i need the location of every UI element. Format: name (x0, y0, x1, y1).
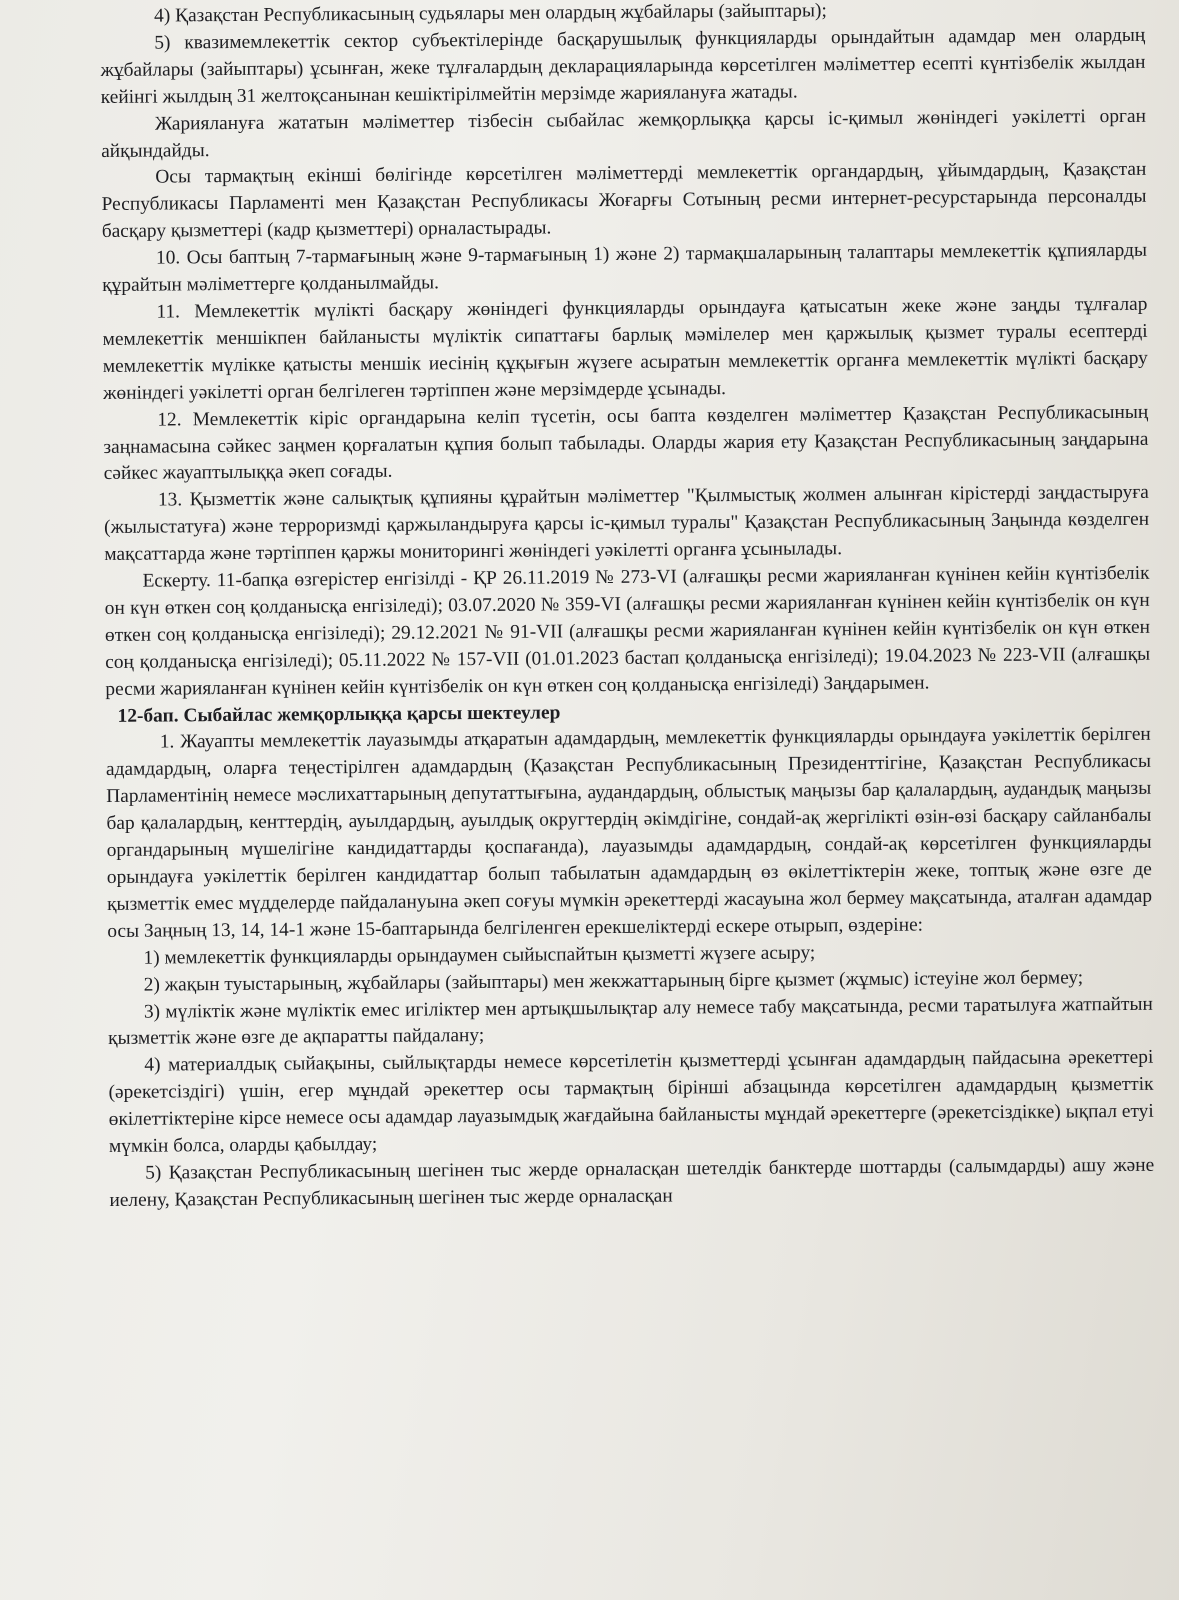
paragraph-13: 13. Қызметтік және салықтық құпияны құрайтын мәліметтер "Қылмыстық жолмен алынған кірістерді заңдастыруға (жылыстатуға) және терроризмді қаржыландыруға қарсы іс-қимыл туралы" Қазақстан Республикасының Заңында көзделген мақсаттарда және тәртіппен қаржы мониторингі жөніндегі уәкілетті органға ұсынылады. (104, 482, 1150, 566)
paragraph-publication-list: Жариялануға жататын мәліметтер тізбесін сыбайлас жемқорлыққа қарсы іс-қимыл жөніндегі уәкілетті орган айқындайды. (101, 105, 1146, 162)
law-text-document (100, 0, 1154, 1215)
paragraph-11: 11. Мемлекеттік мүлікті басқару жөніндегі функцияларды орындауға қатысатын жеке және заңды тұлғалар мемлекеттік меншікпен байланысты мүліктік сипаттағы барлық мәмілелер мен қаржылық қызмет туралы есептерді мемлекеттік мүлікке қатысты меншік иесінің құқығын жүзеге асыратын мемлекеттік органға мемлекеттік мүлікті басқару жөніндегі уәкілетті орган белгілеген тәртіппен және мерзімдерде ұсынады. (102, 293, 1148, 404)
subitem-4: 4) материалдық сыйақыны, сыйлықтарды немесе көрсетілетін қызметтерді ұсынған адамдардың пайдасына әрекеттері (әрекетсіздігі) үшін, егер мұндай әрекеттер осы тармақтың бірінші абзацында көрсетілген адамдардың қызметтік өкілеттіктеріне кірсе немесе осы адамдар лауазымдық жағдайына байланысты мұндай әрекеттерге (әрекетсіздікке) ықпал етуі мүмкін болса, оларды қабылдау; (108, 1047, 1154, 1158)
subitem-5: 5) Қазақстан Республикасының шегінен тыс жерде орналасқан шетелдік банктерде шоттарды (салымдарды) ашу және иелену, Қазақстан Республикасының шегінен тыс жерде орналасқан (109, 1154, 1155, 1211)
subitem-3: 3) мүліктік және мүліктік емес игіліктер мен артықшылықтар алу немесе табу мақсатында, ресми таратылуға жатпайтын қызметтік және өзге де ақпаратты пайдалану; (108, 993, 1153, 1050)
article-12-paragraph-1: 1. Жауапты мемлекеттік лауазымды атқаратын адамдардың, мемлекеттік функцияларды орындауға уәкілеттік берілген адамдардың, оларға теңестірілген адамдардың (Қазақстан Республикасының Президенттігіне, Қазақстан Республикасы Парламентінің немесе мәслихаттарының депутаттығына, аудандардың, облыстық маңызы бар қалалардың, аудандық маңызы бар қалалардың, кенттердің, ауылдардың, ауылдық округтердің әкімдігіне, сондай-ақ жергілікті өзін-өзі басқару сайланбалы органдарының мүшелігіне кандидаттарды қоспағанда), лауазымды адамдардың, сондай-ақ көрсетілген функцияларды орындауға уәкілеттік берілген кандидаттар болып табылатын адамдардың өз өкілеттіктерін жеке, топтық және өзге де қызметтік емес мүдделерде пайдалануына әкеп соғуы мүмкін әрекеттерді жасауына жол бермеу мақсатында, аталған адамдар осы Заңның 13, 14, 14-1 және 15-баптарында белгіленген ерекшеліктерді ескере отырып, өздеріне: (105, 724, 1153, 942)
paragraph-12: 12. Мемлекеттік кіріс органдарына келіп түсетін, осы бапта көзделген мәліметтер Қазақстан Республикасының заңнамасына сәйкес заңмен қорғалатын құпия болып табылады. Оларды жария ету Қазақстан Республикасының заңдарына сәйкес жауаптылыққа әкеп соғады. (103, 401, 1149, 485)
amendment-note: Ескерту. 11-бапқа өзгерістер енгізілді - ҚР 26.11.2019 № 273-VI (алғашқы ресми жарияланған күнінен кейін күнтізбелік он күн өткен соң қолданысқа енгізіледі); 03.07.2020 № 359-VI (алғашқы ресми жарияланған күнінен кейін күнтізбелік он күн өткен соң қолданысқа енгізіледі); 29.12.2021 № 91-VII (алғашқы ресми жарияланған күнінен кейін күнтізбелік он күн өткен соң қолданысқа енгізіледі); 05.11.2022 № 157-VII (01.01.2023 бастап қолданысқа енгізіледі); 19.04.2023 № 223-VII (алғашқы ресми жарияланған күнінен кейін күнтізбелік он күн өткен соң қолданысқа енгізіледі) Заңдарымен. (104, 562, 1151, 700)
paragraph-item-5: 5) квазимемлекеттік сектор субъектілерінде басқарушылық функцияларды орындайтын адамдар мен олардың жұбайлары (зайыптары) ұсынған, жеке тұлғалардың декларацияларында көрсетілген мәліметтер есепті күнтізбелік жылдан кейінгі жылдың 31 желтоқсанынан кешіктірілмейтін мерзімде жариялануға жатады. (100, 24, 1146, 108)
subitem-1: 1) мемлекеттік функцияларды орындаумен сыйыспайтын қызметті жүзеге асыру; (143, 942, 816, 969)
paragraph-placement: Осы тармақтың екінші бөлігінде көрсетілген мәліметтерді мемлекеттік органдардың, ұйымдардың, Қазақстан Республикасы Парламенті мен Қазақстан Республикасы Жоғарғы Сотының ресми интернет-ресурстарында персоналды басқару қызметтері (кадр қызметтері) орналастырады. (101, 159, 1147, 243)
subitem-2: 2) жақын туыстарының, жұбайлары (зайыптары) мен жекжаттарының бірге қызмет (жұмыс) істеуіне жол бермеу; (143, 966, 1084, 996)
article-12-heading: 12-бап. Сыбайлас жемқорлыққа қарсы шектеулер (117, 701, 561, 727)
paragraph-item-4: 4) Қазақстан Республикасының судьялары мен олардың жұбайлары (зайыптары); (154, 0, 827, 27)
paragraph-10: 10. Осы баптың 7-тармағының және 9-тармағының 1) және 2) тармақшаларының талаптары мемлекеттік құпияларды құрайтын мәліметтерге қолданылмайды. (102, 239, 1148, 297)
